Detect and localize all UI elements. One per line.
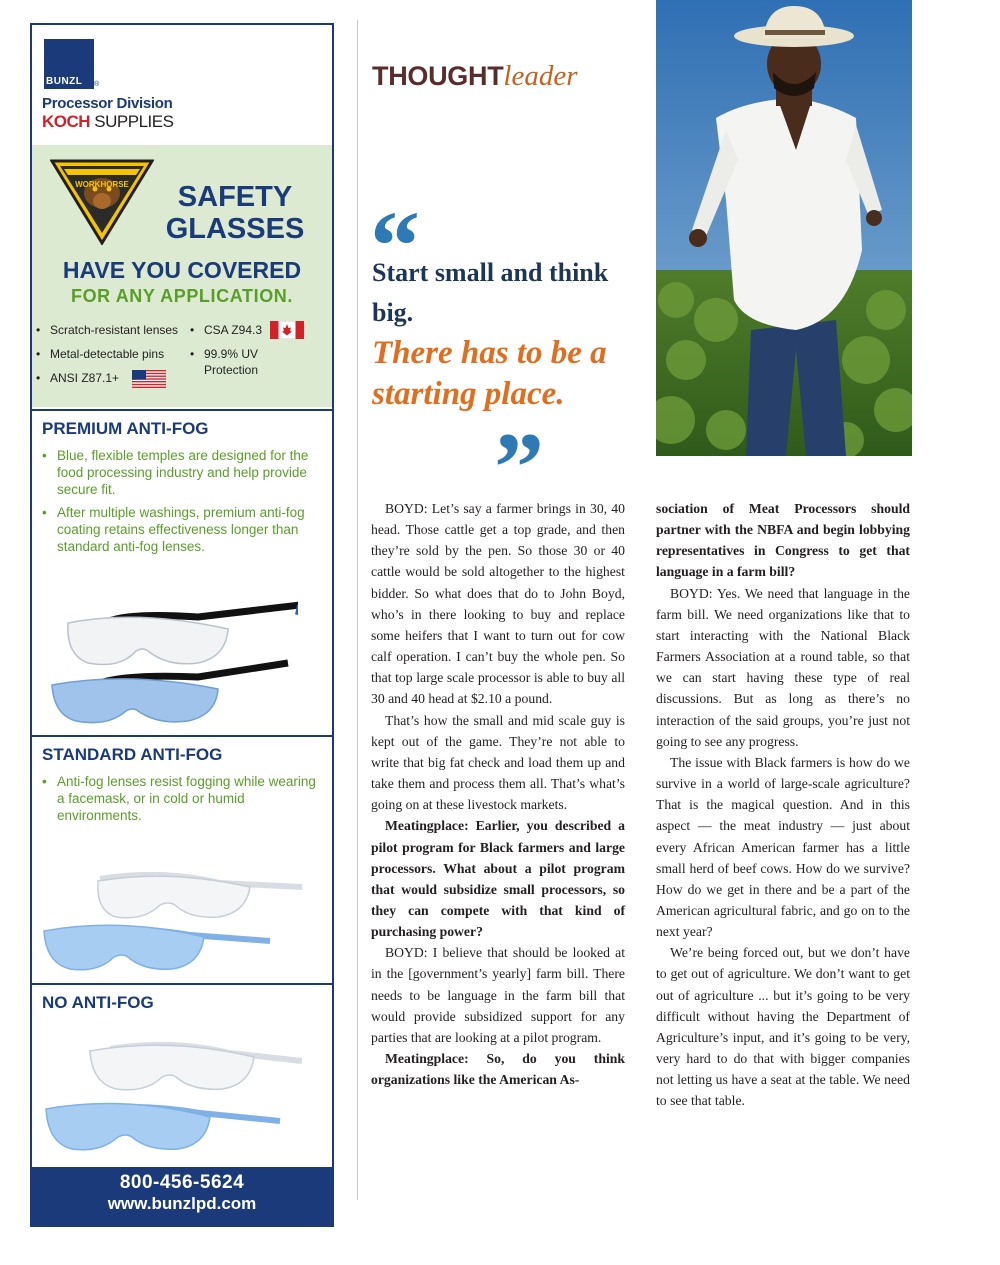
bullet-item: • Blue, flexible temples are designed for the food processing industry and help provide secure fit. (42, 447, 322, 498)
koch-rest: SUPPLIES (90, 112, 174, 131)
pull-quote-part2: There has to be a starting place. (372, 335, 607, 412)
safety-glasses-title: SAFETY GLASSES (165, 181, 305, 245)
interview-question: Meatingplace: Earlier, you described a pilot program for Black farmers and large processors. What about a pilot program that would subsidize small processors, so they can compete with that kind of purchasing power? (371, 818, 625, 940)
advertisement (30, 23, 334, 1227)
premium-anti-fog-section (32, 409, 332, 735)
open-quote-icon: “ (370, 190, 420, 301)
phone-number[interactable]: 800-456-5624 (119, 1172, 245, 1193)
standard-anti-fog-section (32, 735, 332, 983)
bunzl-brand: BUNZL (46, 76, 83, 87)
section-bullets (42, 447, 322, 561)
standard-glasses-icon (40, 865, 308, 977)
no-anti-fog-glasses-icon (40, 1027, 308, 1161)
feature-item: • Scratch-resistant lenses (50, 322, 178, 338)
feature-item: • ANSI Z87.1+ (50, 370, 119, 386)
paragraph: BOYD: Let’s say a farmer brings in 30, 40 head. Those cattle get a top grade, and then they’re sold by the pen. So those 30 or 40 cattle would be sold altogether to the highest bidder. So what does that do to John Boyd, who’s in there looking to buy and replace some heifers that I want to turn out for cow calf operation. I can’t buy the whole pen. So that top large scale processor is able to buy all 30 and 40 head at $2.10 a pound. (371, 501, 625, 707)
canada-flag-icon (270, 321, 304, 339)
article-column-2 (656, 498, 910, 1112)
article-column-1 (371, 498, 625, 1090)
column-divider (357, 20, 358, 1200)
bunzl-logo (32, 25, 332, 145)
registered-mark: ® (94, 81, 100, 88)
no-anti-fog-section (32, 983, 332, 1167)
bullet-item: • Anti-fog lenses resist fogging while wearing a facemask, or in cold or humid environments. (42, 773, 322, 824)
farmer-photo (656, 0, 912, 456)
paragraph: BOYD: Yes. We need that language in the farm bill. We need organizations like that to start interacting with the National Black Farmers Association at a round table, so that we can start having these type of real discussions. But as long as there’s no interaction of the said groups, you’re just not going to see any progress. (656, 585, 910, 749)
workhorse-badge-icon (50, 157, 154, 245)
section-title: NO ANTI-FOG (42, 993, 154, 1012)
paragraph: That’s how the small and mid scale guy is kept out of the game. They’re not able to write that big fat check and load them up and take them and process them all. That’s what’s going on at these livestock markets. (371, 712, 625, 813)
interview-question: sociation of Meat Processors should partner with the NBFA and begin lobbying representatives in Congress to get that language in a farm bill? (656, 501, 910, 580)
section-title: STANDARD ANTI-FOG (42, 745, 223, 764)
bullet-item: • After multiple washings, premium anti-fog coating retains effectiveness longer than standard anti-fog lenses. (42, 504, 322, 555)
usa-flag-icon (132, 370, 166, 388)
feature-item: • CSA Z94.3 (204, 322, 262, 338)
section-label-bold: THOUGHT (372, 61, 504, 91)
website-link[interactable]: www.bunzlpd.com (107, 1194, 257, 1213)
paragraph: BOYD: I believe that should be looked at in the [government’s yearly] farm bill. There needs to be language in the farm bill that would provide subsidized support for any parties that are looking at a pilot program. (371, 945, 625, 1045)
processor-division: Processor Division (42, 95, 173, 112)
premium-glasses-icon (48, 589, 298, 729)
safety-glasses-panel (32, 145, 332, 407)
for-any-application: FOR ANY APPLICATION. (70, 286, 293, 306)
feature-item: • Metal-detectable pins (50, 346, 164, 362)
section-bullets (42, 773, 322, 830)
close-quote-icon: ” (494, 412, 544, 523)
badge-text: WORKHORSE (75, 180, 129, 189)
contact-footer (32, 1167, 332, 1225)
section-label-italic: leader (503, 60, 578, 92)
have-you-covered: HAVE YOU COVERED (62, 257, 302, 283)
interview-question: Meatingplace: So, do you think organizations like the American As- (371, 1051, 625, 1088)
paragraph: We’re being forced out, but we don’t have to get out of agriculture. We don’t want to get out of agriculture ... but it’s going to be very difficult without having the Department of Agriculture’s input, and it’s going to be very, very hard to do that with bigger companies not letting us have a seat at the table. We need to see that table. (656, 945, 910, 1109)
paragraph: The issue with Black farmers is how do we survive in a world of large-scale agriculture? That is the magical question. And in this aspect — the meat industry — just about every African American farmer has a little small herd of beef cows. How do we survive? How do we get in there and be a part of the American agricultural fabric, and go on to the next year? (656, 754, 910, 940)
section-label (372, 60, 577, 93)
koch-supplies (42, 112, 173, 132)
pull-quote (372, 253, 640, 415)
feature-item: • 99.9% UV Protection (204, 346, 284, 378)
bunzl-logo-box (44, 39, 94, 89)
koch-bold: KOCH (42, 112, 91, 131)
pull-quote-part1: Start small and think big. (372, 258, 609, 327)
section-title: PREMIUM ANTI-FOG (42, 419, 209, 438)
